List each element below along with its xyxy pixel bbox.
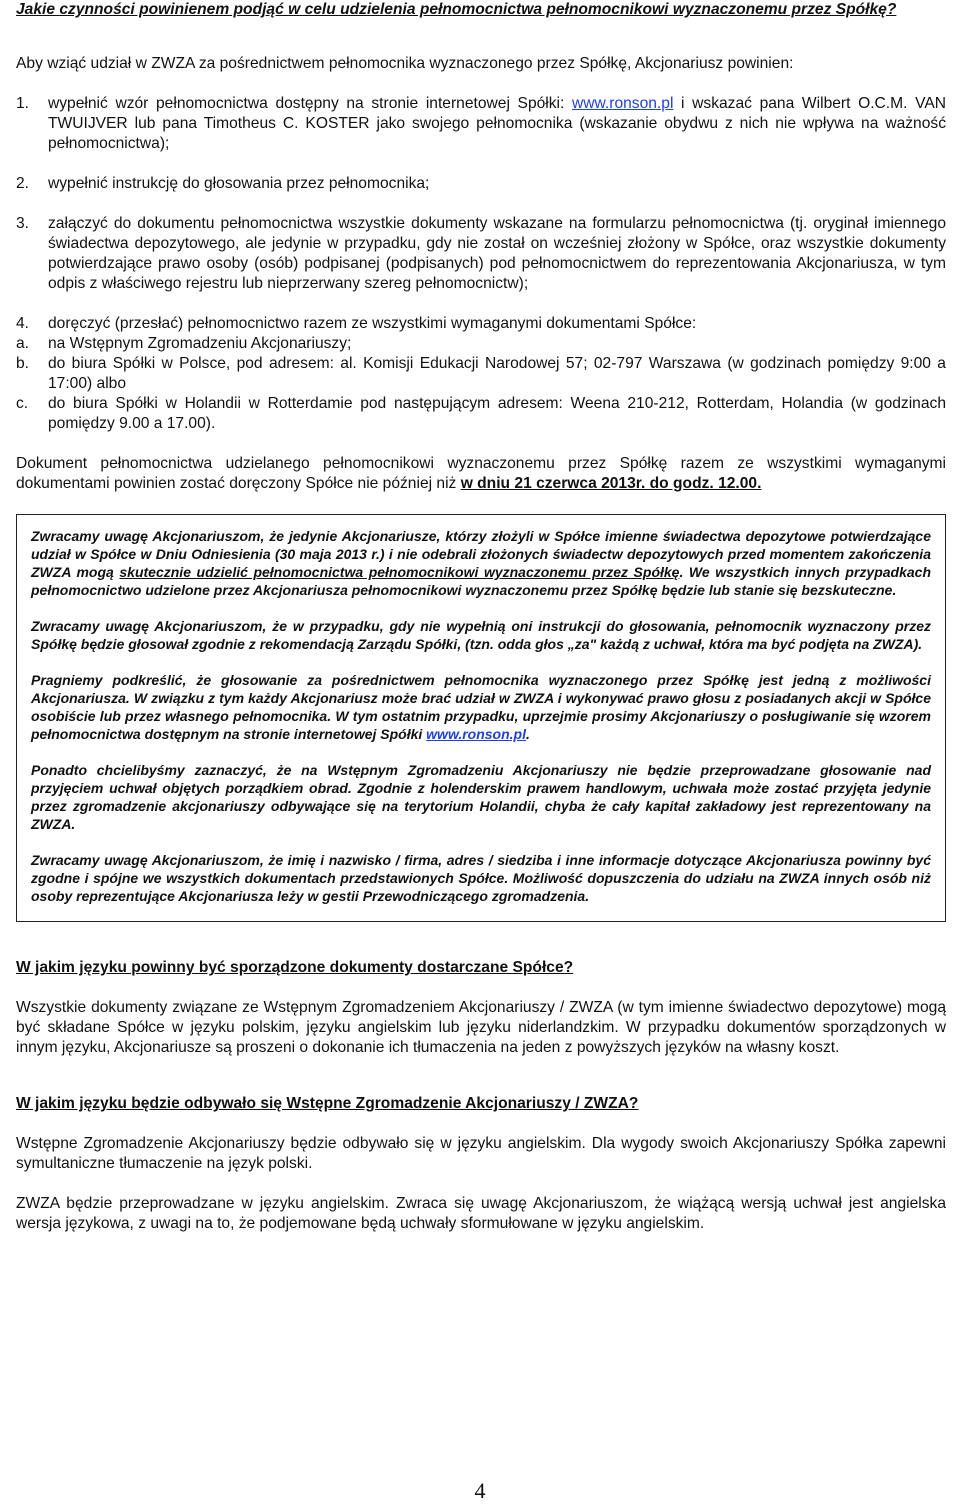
substep-text: na Wstępnym Zgromadzeniu Akcjonariuszy;: [48, 335, 352, 352]
substep-text: do biura Spółki w Polsce, pod adresem: al. Komisji Edukacji Narodowej 57; 02-797 Warszawa (w godzinach pomiędzy 9:00 a 17:00) albo: [48, 355, 946, 392]
step-number: 1.: [16, 95, 30, 112]
notice-text: . We wszystkich innych przypadkach pełnomocnictwo udzielone przez Akcjonariusza pełnomocnikowi wyznaczonemu przez Spółkę będzie lub stanie się bezskuteczne.: [31, 564, 931, 598]
page-number: 4: [474, 1478, 486, 1503]
question-meeting-language: W jakim języku będzie odbywało się Wstępne Zgromadzenie Akcjonariuszy / ZWZA?: [16, 1095, 639, 1112]
meeting-language-paragraph-2: ZWZA będzie przeprowadzane w języku angielskim. Zwraca się uwagę Akcjonariuszom, że wiążącą wersją uchwał jest angielska wersja językowa, z uwagi na to, że podjemowane będą uchwały sformułowane w języku angielskim.: [16, 1195, 946, 1232]
ronson-link[interactable]: www.ronson.pl: [572, 95, 674, 112]
notice-underlined: skutecznie udzielić pełnomocnictwa pełnomocnikowi wyznaczonemu przez Spółkę: [119, 564, 680, 580]
step-text: doręczyć (przesłać) pełnomocnictwo razem ze wszystkimi wymaganymi dokumentami Spółce:: [48, 315, 697, 332]
step-text-part: i wskazać pana Wilbert O.C.M. VAN TWUIJVER lub pana Timotheus C. KOSTER jako swojego pełnomocnika (wskazanie obydwu z nich nie wpływa na ważność pełnomocnictwa);: [48, 95, 946, 152]
substep-a: [16, 334, 946, 354]
notice-paragraph-3: [31, 671, 931, 743]
step-number: 4.: [16, 315, 30, 332]
substep-b: [16, 354, 946, 394]
step-4: [16, 314, 946, 334]
document-page: [16, 0, 946, 1234]
ronson-link[interactable]: www.ronson.pl: [426, 726, 526, 742]
document-language-paragraph: Wszystkie dokumenty związane ze Wstępnym Zgromadzeniem Akcjonariuszy / ZWZA (w tym imienne świadectwo depozytowe) mogą być składane Spółce w języku polskim, języku angielskim lub języku niderlandzkim. W przypadku dokumentów sporządzonych w innym języku, Akcjonariusze są proszeni o dokonanie ich tłumaczenia na jeden z powyższych języków na własny koszt.: [16, 999, 946, 1056]
notice-paragraph-1: [31, 527, 931, 599]
notice-text: Zwracamy uwagę Akcjonariuszom, że jedynie Akcjonariusze, którzy złożyli w Spółce imienne świadectwa depozytowe potwierdzające udział w Spółce w Dniu Odniesienia (30 maja 2013 r.) i nie odebrali złożonych świadectw depozytowych przed momentem zakończenia ZWZA mogą: [31, 528, 931, 580]
substep-text: do biura Spółki w Holandii w Rotterdamie pod następującym adresem: Weena 210-212, Rotterdam, Holandia (w godzinach pomiędzy 9.00 a 17.00).: [48, 395, 946, 432]
step-number: 3.: [16, 215, 30, 232]
intro-paragraph: Aby wziąć udział w ZWZA za pośrednictwem pełnomocnika wyznaczonego przez Spółkę, Akcjonariusz powinien:: [16, 55, 794, 72]
step-text: wypełnić instrukcję do głosowania przez pełnomocnika;: [48, 175, 430, 192]
substep-letter: a.: [16, 335, 30, 352]
notice-paragraph-2: Zwracamy uwagę Akcjonariuszom, że w przypadku, gdy nie wypełnią oni instrukcji do głosowania, pełnomocnik wyznaczony przez Spółkę będzie głosował zgodnie z rekomendacją Zarządu Spółki, (tzn. odda głos „za" każdą z uchwał, która ma być podjęta na ZWZA).: [31, 618, 931, 652]
question-document-language: W jakim języku powinny być sporządzone dokumenty dostarczane Spółce?: [16, 959, 574, 976]
notice-text: .: [525, 726, 530, 742]
step-number: 2.: [16, 175, 30, 192]
deadline-text: Dokument pełnomocnictwa udzielanego pełnomocnikowi wyznaczonemu przez Spółkę razem ze wszystkimi wymaganymi dokumentami powinien zostać doręczony Spółce nie później niż: [16, 455, 946, 492]
substep-letter: b.: [16, 355, 30, 372]
step-1: [16, 94, 946, 154]
step-2: [16, 174, 946, 194]
deadline-paragraph: [16, 454, 946, 494]
steps-list: [16, 94, 946, 434]
substep-c: [16, 394, 946, 434]
question-proxy-steps: Jakie czynności powinienem podjąć w celu udzielenia pełnomocnictwa pełnomocnikowi wyznaczonemu przez Spółkę?: [16, 1, 897, 18]
notice-box: [16, 514, 946, 922]
step-3: [16, 214, 946, 294]
notice-text: Pragniemy podkreślić, że głosowanie za pośrednictwem pełnomocnika wyznaczonego przez Spółkę jest jedną z możliwości Akcjonariusza. W związku z tym każdy Akcjonariusz może brać udział w ZWZA i wykonywać prawo głosu z posiadanych akcji w Spółce osobiście lub przez własnego pełnomocnika. W tym ostatnim przypadku, uprzejmie prosimy Akcjonariuszy o posługiwanie się wzorem pełnomocnictwa dostępnym na stronie internetowej Spółki: [31, 672, 931, 742]
notice-paragraph-4: Ponadto chcielibyśmy zaznaczyć, że na Wstępnym Zgromadzeniu Akcjonariuszy nie będzie przeprowadzane głosowanie nad przyjęciem uchwał objętych porządkiem obrad. Zgodnie z holenderskim prawem handlowym, uchwała może zostać przyjęta jedynie przez zgromadzenie akcjonariuszy odbywające się na terytorium Holandii, chyba że cały kapitał zakładowy jest reprezentowany na ZWZA.: [31, 762, 931, 832]
notice-paragraph-5: Zwracamy uwagę Akcjonariuszom, że imię i nazwisko / firma, adres / siedziba i inne informacje dotyczące Akcjonariusza powinny być zgodne i spójne we wszystkich dokumentach przedstawionych Spółce. Możliwość dopuszczenia do udziału na ZWZA innych osób niż osoby reprezentujące Akcjonariusza leży w gestii Przewodniczącego zgromadzenia.: [31, 852, 931, 904]
meeting-language-paragraph-1: Wstępne Zgromadzenie Akcjonariuszy będzie odbywało się w języku angielskim. Dla wygody swoich Akcjonariuszy Spółka zapewni symultaniczne tłumaczenie na język polski.: [16, 1135, 946, 1172]
step-text-part: wypełnić wzór pełnomocnictwa dostępny na stronie internetowej Spółki:: [48, 95, 572, 112]
step-text: załączyć do dokumentu pełnomocnictwa wszystkie dokumenty wskazane na formularzu pełnomocnictwa (tj. oryginał imiennego świadectwa depozytowego, ale jedynie w przypadku, gdy nie został on wcześniej złożony w Spółce, oraz wszystkie dokumenty potwierdzające prawo osoby (osób) podpisanej (podpisanych) pod pełnomocnictwem do reprezentowania Akcjonariusza, w tym odpis z właściwego rejestru lub nieprzerwany szereg pełnomocnictw);: [48, 215, 946, 292]
substep-letter: c.: [16, 395, 29, 412]
step-text: [48, 94, 946, 154]
deadline-date: w dniu 21 czerwca 2013r. do godz. 12.00.: [460, 475, 762, 492]
